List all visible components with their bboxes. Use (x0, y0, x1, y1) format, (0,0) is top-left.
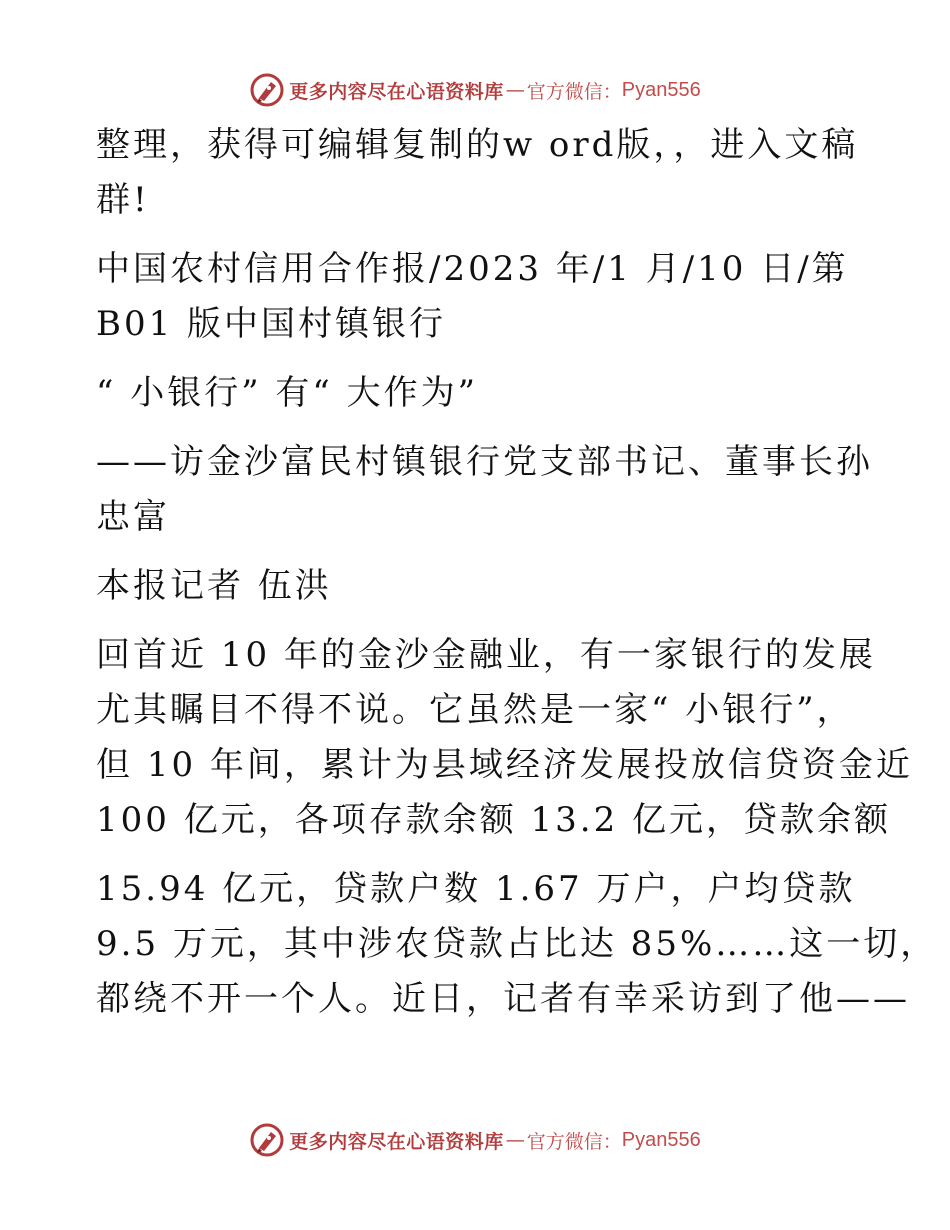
text-line: 回首近 10 年的金沙金融业，有一家银行的发展 (96, 635, 876, 675)
banner-separator: — (505, 1129, 525, 1151)
document-body (96, 118, 938, 1041)
text-line: “ 小银行” 有“ 大作为” (96, 373, 478, 413)
paragraph-intro (96, 118, 859, 228)
text-line: 整理，获得可编辑复制的w ord版，，进入文稿 (96, 125, 859, 165)
pen-logo-icon (249, 72, 285, 108)
article-title (96, 366, 856, 421)
text-line: 100 亿元，各项存款余额 13.2 亿元，贷款余额 (96, 800, 892, 840)
text-line: B01 版中国村镇银行 (96, 304, 447, 344)
banner-separator: — (505, 79, 525, 101)
header-watermark-banner (0, 70, 950, 110)
pen-logo-icon (249, 1122, 285, 1158)
article-subtitle (96, 435, 873, 545)
paragraph-source (96, 242, 856, 352)
banner-wechat-label: 官方微信： (526, 80, 622, 103)
footer-watermark-banner (0, 1120, 950, 1160)
paragraph-body-2 (96, 862, 938, 1027)
text-line: 9.5 万元，其中涉农贷款占比达 85%……这一切， (96, 924, 938, 964)
text-line: 尤其瞩目不得不说。它虽然是一家“ 小银行”， (96, 690, 854, 730)
banner-site-name: 更多内容尽在心语资料库 (289, 80, 504, 103)
article-byline (96, 559, 856, 614)
text-line: 都绕不开一个人。近日，记者有幸采访到了他—— (96, 979, 910, 1019)
banner-wechat-id: Pyan556 (621, 78, 701, 101)
text-line: 群! (96, 180, 150, 220)
banner-wechat-id: Pyan556 (621, 1128, 701, 1151)
banner-wechat-label: 官方微信： (526, 1130, 622, 1153)
text-line: 但 10 年间，累计为县域经济发展投放信贷资金近 (96, 745, 913, 785)
banner-site-name: 更多内容尽在心语资料库 (289, 1130, 504, 1153)
paragraph-body-1 (96, 628, 913, 848)
text-line: ——访金沙富民村镇银行党支部书记、董事长孙 (96, 442, 873, 482)
text-line: 本报记者 伍洪 (96, 566, 332, 606)
text-line: 15.94 亿元，贷款户数 1.67 万户，户均贷款 (96, 869, 856, 909)
text-line: 忠富 (96, 497, 170, 537)
text-line: 中国农村信用合作报/2023 年/1 月/10 日/第 (96, 249, 849, 289)
